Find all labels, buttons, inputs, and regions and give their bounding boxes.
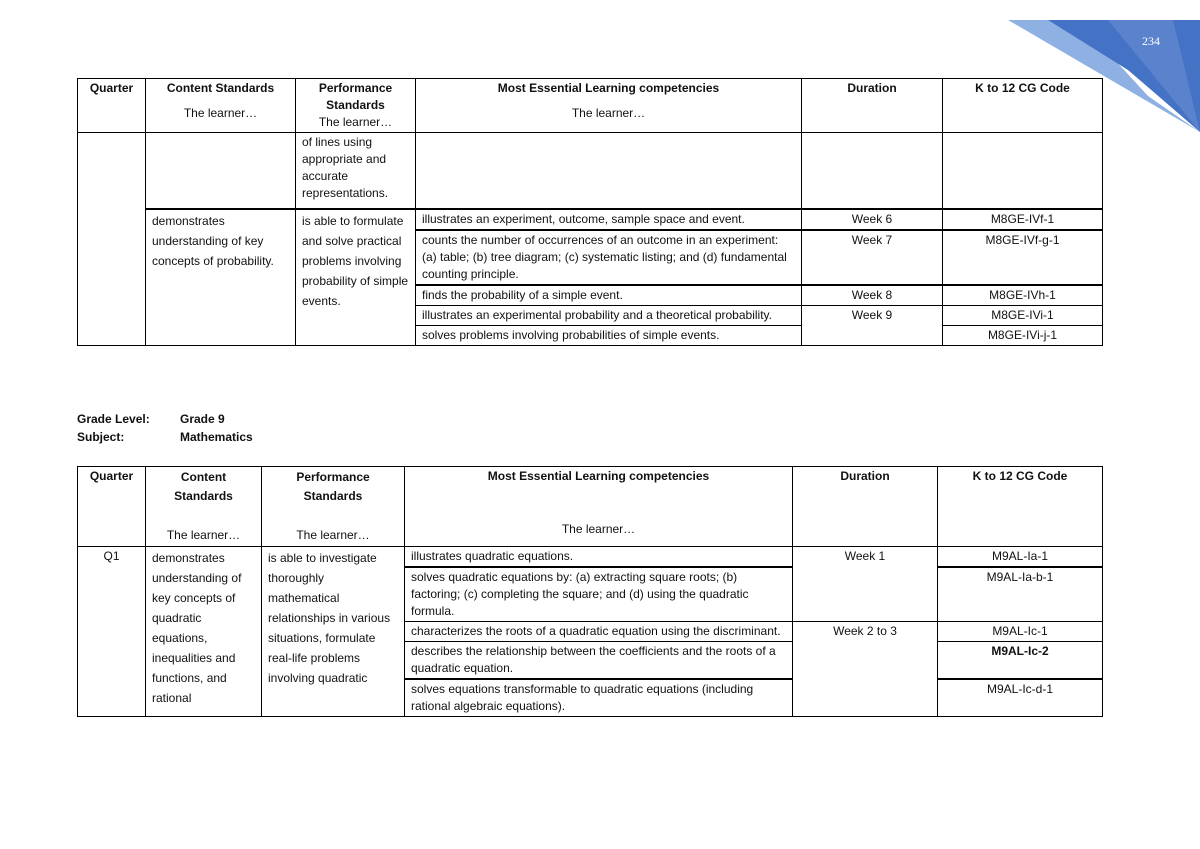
competency-cell: illustrates an experimental probability and a theoretical probability.: [416, 305, 802, 325]
table-row: [78, 209, 1103, 230]
competency-cell: solves problems involving probabilities of simple events.: [416, 325, 802, 345]
header-code: K to 12 CG Code: [938, 467, 1103, 547]
grade-info: [77, 410, 253, 446]
competency-cell: counts the number of occurrences of an outcome in an experiment: (a) table; (b) tree diagram; (c) systematic listing; and (d) fundamental counting principle.: [416, 230, 802, 285]
content-standard-cell: [146, 133, 296, 209]
code-cell: M8GE-IVi-j-1: [943, 325, 1103, 345]
header-quarter: Quarter: [78, 79, 146, 133]
table-row: [78, 133, 1103, 209]
competency-cell: solves equations transformable to quadratic equations (including rational algebraic equations).: [405, 679, 793, 717]
competency-cell: illustrates an experiment, outcome, sample space and event.: [416, 209, 802, 230]
header-content-standards: Content Standards The learner…: [146, 79, 296, 133]
content-standard-cell: demonstrates understanding of key concepts of quadratic equations, inequalities and functions, and rational: [146, 547, 262, 717]
header-performance-standards: Performance Standards The learner…: [296, 79, 416, 133]
grade-level-label: Grade Level:: [77, 412, 150, 426]
grade9-competency-table: [77, 466, 1103, 717]
header-duration: Duration: [802, 79, 943, 133]
table-header-row: [78, 79, 1103, 133]
performance-standard-cell: is able to investigate thoroughly mathematical relationships in various situations, formulate real-life problems involving quadratic: [262, 547, 405, 717]
table-row: [78, 547, 1103, 568]
code-cell: M9AL-Ia-1: [938, 547, 1103, 568]
code-cell: M9AL-Ic-1: [938, 622, 1103, 642]
quarter-cell: [78, 133, 146, 346]
competency-cell: illustrates quadratic equations.: [405, 547, 793, 568]
subject-line: [77, 428, 253, 446]
duration-cell: Week 2 to 3: [793, 622, 938, 717]
header-code: K to 12 CG Code: [943, 79, 1103, 133]
table-header-row: [78, 467, 1103, 547]
header-competencies: Most Essential Learning competencies The learner…: [405, 467, 793, 547]
code-cell: [943, 133, 1103, 209]
code-cell: M9AL-Ia-b-1: [938, 567, 1103, 622]
grade8-competency-table: [77, 78, 1103, 346]
code-cell: M8GE-IVf-g-1: [943, 230, 1103, 285]
grade-level-line: [77, 410, 253, 428]
grade-level-value: Grade 9: [180, 412, 225, 426]
duration-cell: Week 8: [802, 285, 943, 306]
subject-label: Subject:: [77, 430, 125, 444]
code-cell: M9AL-Ic-2: [938, 642, 1103, 680]
subject-value: Mathematics: [180, 430, 253, 444]
performance-continuation-cell: of lines using appropriate and accurate representations.: [296, 133, 416, 209]
duration-cell: Week 1: [793, 547, 938, 622]
competency-cell: solves quadratic equations by: (a) extracting square roots; (b) factoring; (c) completing the square; and (d) using the quadratic formula.: [405, 567, 793, 622]
content-standard-cell: demonstrates understanding of key concepts of probability.: [146, 209, 296, 346]
competency-cell: describes the relationship between the coefficients and the roots of a quadratic equation.: [405, 642, 793, 680]
header-competencies: Most Essential Learning competencies The learner…: [416, 79, 802, 133]
code-cell: M8GE-IVh-1: [943, 285, 1103, 306]
quarter-cell: Q1: [78, 547, 146, 717]
duration-cell: Week 6: [802, 209, 943, 230]
code-cell: M8GE-IVi-1: [943, 305, 1103, 325]
duration-cell: Week 9: [802, 305, 943, 345]
header-performance-standards: Performance Standards The learner…: [262, 467, 405, 547]
header-content-standards: Content Standards The learner…: [146, 467, 262, 547]
code-cell: M9AL-Ic-d-1: [938, 679, 1103, 717]
performance-standard-cell: is able to formulate and solve practical problems involving probability of simple events.: [296, 209, 416, 346]
competency-cell: [416, 133, 802, 209]
competency-cell: characterizes the roots of a quadratic equation using the discriminant.: [405, 622, 793, 642]
duration-cell: [802, 133, 943, 209]
page-number: 234: [1142, 34, 1160, 48]
competency-cell: finds the probability of a simple event.: [416, 285, 802, 306]
header-duration: Duration: [793, 467, 938, 547]
duration-cell: Week 7: [802, 230, 943, 285]
code-cell: M8GE-IVf-1: [943, 209, 1103, 230]
header-quarter: Quarter: [78, 467, 146, 547]
